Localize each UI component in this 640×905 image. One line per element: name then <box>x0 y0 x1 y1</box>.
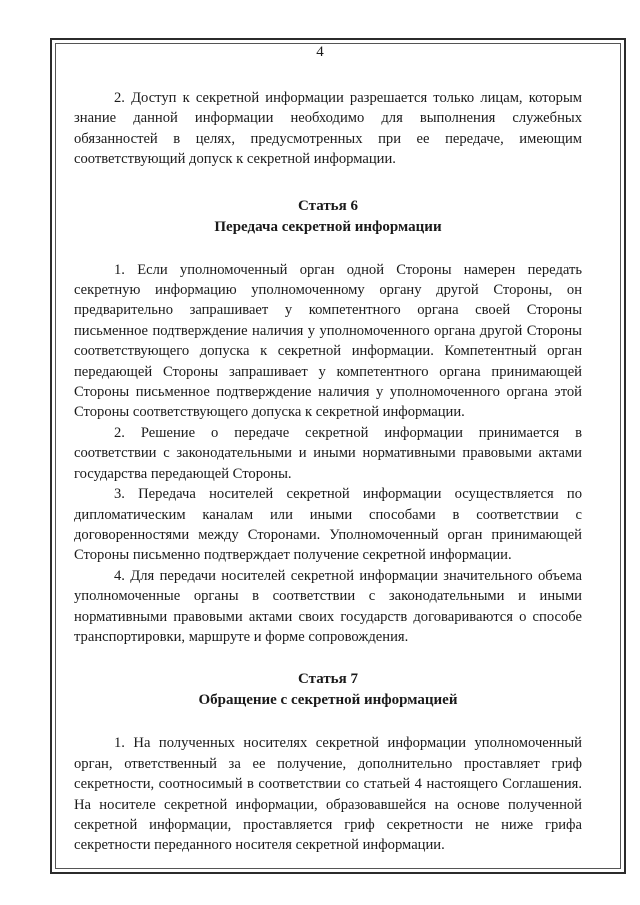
article-6-paragraph-1: 1. Если уполномоченный орган одной Стороны намерен передать секретную информацию уполномоченному органу другой Стороны, он предварительно запрашивает у компетентного органа своей Стороны письменное подтверждение наличия у уполномоченного органа другой Стороны соответствующего допуска к секретной информации. Компетентный орган передающей Стороны запрашивает у компетентного органа принимающей Стороны письменное подтверждение наличия у уполномоченного органа этой Стороны соответствующего допуска к секретной информации. <box>74 261 582 421</box>
article-7-paragraph-1: 1. На полученных носителях секретной информации уполномоченный орган, ответственный за ее получение, дополнительно проставляет гриф секретности, соотносимый в соответствии со статьей 4 настоящего Соглашения. На носителе секретной информации, образовавшейся на основе полученной секретной информации, проставляется гриф секретности не ниже грифа секретности переданного носителя секретной информации. <box>74 735 582 854</box>
document-body <box>74 88 582 856</box>
article-6-paragraph-2: 2. Решение о передаче секретной информации принимается в соответствии с законодательными и иными нормативными правовыми актами государства передающей Стороны. <box>74 424 582 482</box>
article-6-title: Передача секретной информации <box>214 218 442 235</box>
intro-paragraph: 2. Доступ к секретной информации разрешается только лицам, которым знание данной информации необходимо для выполнения служебных обязанностей в целях, предусмотренных при ее передаче, имеющим соответствующий допуск к секретной информации. <box>74 90 582 168</box>
article-7-number: Статья 7 <box>298 671 358 688</box>
page-number: 4 <box>316 44 324 60</box>
spacer <box>74 647 582 669</box>
article-7-title: Обращение с секретной информацией <box>198 692 458 709</box>
spacer <box>74 711 582 733</box>
article-6-paragraph-3: 3. Передача носителей секретной информации осуществляется по дипломатическим каналам или иными способами в соответствии с договоренностями между Сторонами. Уполномоченный орган принимающей Стороны письменно подтверждает получение секретной информации. <box>74 486 582 564</box>
spacer <box>74 170 582 196</box>
article-6-paragraph-4: 4. Для передачи носителей секретной информации значительного объема уполномоченные органы в соответствии с законодательными и иными нормативными правовыми актами своих государств договариваются о способе транспортировки, маршруте и форме сопровождения. <box>74 567 582 645</box>
article-6-number: Статья 6 <box>298 197 358 214</box>
spacer <box>74 238 582 260</box>
